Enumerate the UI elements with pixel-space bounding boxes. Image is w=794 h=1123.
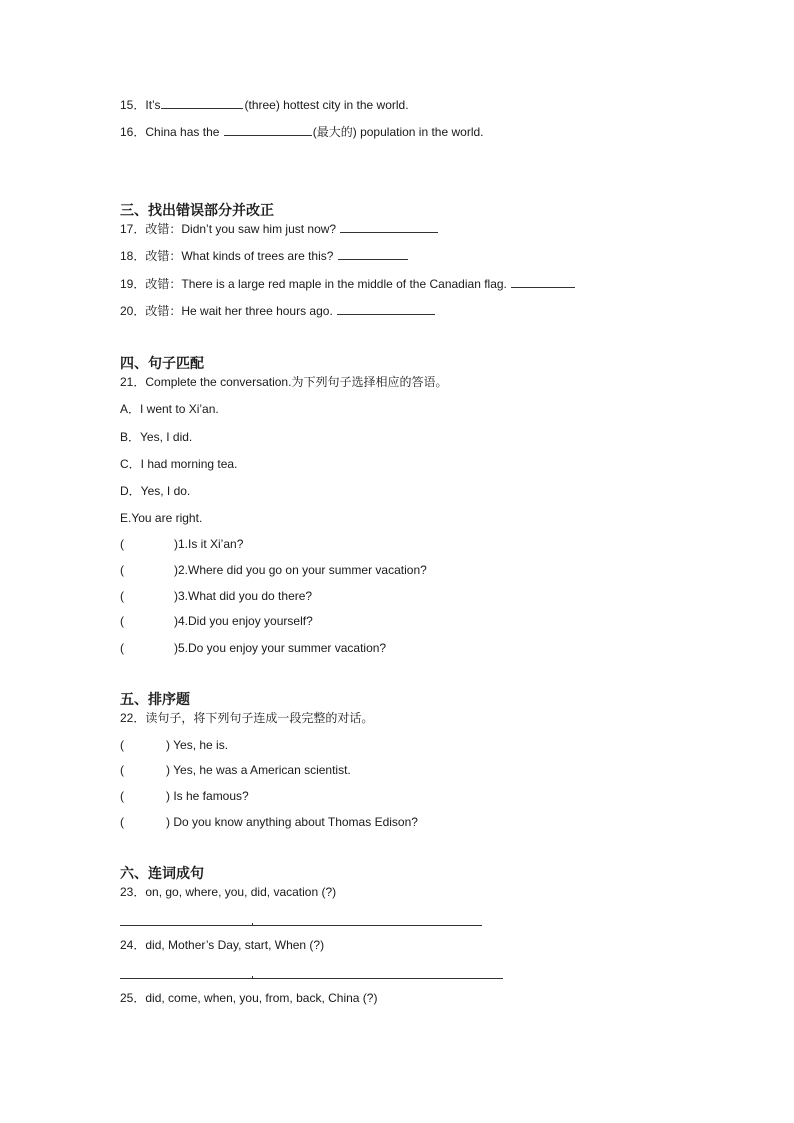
order-item-text: ) Do you know anything about Thomas Edison? [166,815,418,829]
option-d: D．Yes, I do. [120,484,191,498]
question-number: 17． [120,222,146,236]
answer-paren[interactable]: ( [120,738,124,752]
answer-paren[interactable]: ( [120,763,124,777]
option-b: B．Yes, I did. [120,430,193,444]
option-c: C．I had morning tea. [120,457,238,471]
answer-paren[interactable]: ( [120,589,124,603]
question-text: 改错：There is a large red maple in the middle of the Canadian flag. [145,277,511,291]
question-number: 23． [120,885,146,899]
match-item-text: )5.Do you enjoy your summer vacation? [174,641,387,655]
section-5-heading: 五、排序题 [120,692,190,708]
section-3-heading: 三、找出错误部分并改正 [120,203,274,219]
question-number: 16． [120,125,146,139]
question-number: 20． [120,304,146,318]
question-22 [120,710,373,726]
question-text: 读句子，将下列句子连成一段完整的对话。 [145,711,374,725]
question-text: 改错：He wait her three hours ago. [145,304,337,318]
section-4-heading: 四、句子匹配 [120,356,204,372]
order-item-text: ) Yes, he was a American scientist. [166,763,351,777]
order-item [120,814,418,830]
order-item-text: ) Yes, he is. [166,738,229,752]
order-item [120,762,351,778]
question-number: 22． [120,711,146,725]
question-25 [120,990,377,1006]
answer-paren[interactable]: ( [120,563,124,577]
question-text: Complete the conversation.为下列句子选择相应的答语。 [145,375,448,389]
question-number: 24． [120,938,146,952]
section-6-heading: 六、连词成句 [120,866,204,882]
match-item [120,588,312,604]
question-19 [120,276,576,292]
answer-paren[interactable]: ( [120,537,124,551]
question-text-before: China has the [145,125,223,139]
question-18 [120,248,409,264]
match-item-text: )3.What did you do there? [174,589,313,603]
question-number: 21． [120,375,146,389]
question-16 [120,124,484,140]
question-23 [120,884,336,900]
question-text: 改错：What kinds of trees are this? [145,249,337,263]
option-a: A．I went to Xi’an. [120,402,219,416]
match-item-text: )4.Did you enjoy yourself? [174,614,313,628]
answer-blank[interactable] [224,124,312,136]
match-item [120,536,243,552]
match-item [120,613,313,629]
question-17 [120,221,439,237]
question-text-after: (three) hottest city in the world. [244,98,409,112]
answer-blank[interactable] [161,97,243,109]
question-text: did, Mother’s Day, start, When (?) [145,938,325,952]
question-number: 15． [120,98,146,112]
question-15 [120,97,409,113]
match-item [120,640,386,656]
question-21 [120,374,447,390]
question-text: did, come, when, you, from, back, China (?) [145,991,378,1005]
question-20 [120,303,436,319]
answer-line[interactable] [120,925,482,926]
question-text-before: It’s [145,98,161,112]
question-24 [120,937,324,953]
question-number: 19． [120,277,146,291]
answer-blank[interactable] [337,303,435,315]
question-number: 18． [120,249,146,263]
answer-paren[interactable]: ( [120,815,124,829]
answer-line-tick [252,923,253,926]
question-text: 改错：Didn’t you saw him just now? [145,222,340,236]
answer-blank[interactable] [340,221,438,233]
order-item [120,788,249,804]
question-number: 25． [120,991,146,1005]
answer-paren[interactable]: ( [120,789,124,803]
answer-line[interactable] [120,978,503,979]
answer-blank[interactable] [511,276,575,288]
order-item-text: ) Is he famous? [166,789,249,803]
answer-line-tick [252,976,253,979]
answer-paren[interactable]: ( [120,614,124,628]
order-item [120,737,228,753]
match-item [120,562,427,578]
answer-blank[interactable] [338,248,408,260]
answer-paren[interactable]: ( [120,641,124,655]
question-text: on, go, where, you, did, vacation (?) [145,885,337,899]
question-text-after: (最大的) population in the world. [312,125,484,139]
match-item-text: )2.Where did you go on your summer vacation? [174,563,427,577]
match-item-text: )1.Is it Xi’an? [174,537,244,551]
option-e: E.You are right. [120,511,203,525]
